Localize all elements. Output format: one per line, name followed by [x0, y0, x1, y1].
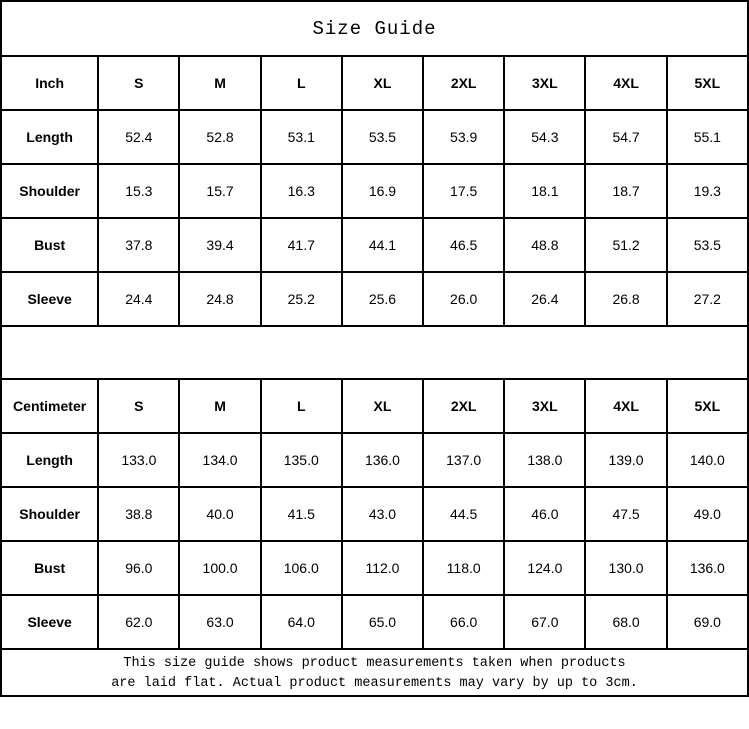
measurement-cell: 138.0 — [504, 433, 585, 487]
measurement-cell: 47.5 — [585, 487, 666, 541]
measurement-cell: 24.8 — [179, 272, 260, 326]
measurement-cell: 53.9 — [423, 110, 504, 164]
measurement-cell: 15.7 — [179, 164, 260, 218]
measurement-cell: 66.0 — [423, 595, 504, 649]
measurement-cell: 137.0 — [423, 433, 504, 487]
measurement-cell: 54.7 — [585, 110, 666, 164]
measurement-cell: 39.4 — [179, 218, 260, 272]
disclaimer-line-1: This size guide shows product measurements taken when products — [123, 655, 626, 671]
measurement-cell: 43.0 — [342, 487, 423, 541]
size-header-cell: XL — [342, 56, 423, 110]
measurement-cell: 26.4 — [504, 272, 585, 326]
size-header-cell: XL — [342, 379, 423, 433]
size-guide-title: Size Guide — [0, 0, 749, 57]
row-label-cell: Sleeve — [1, 272, 98, 326]
table-row — [1, 110, 748, 164]
measurement-cell: 46.0 — [504, 487, 585, 541]
row-label-cell: Length — [1, 433, 98, 487]
table-row — [1, 164, 748, 218]
table-gap-spacer — [0, 327, 749, 378]
measurement-cell: 18.7 — [585, 164, 666, 218]
measurement-cell: 16.9 — [342, 164, 423, 218]
measurement-cell: 53.1 — [261, 110, 342, 164]
measurement-cell: 41.7 — [261, 218, 342, 272]
measurement-cell: 52.8 — [179, 110, 260, 164]
measurement-cell: 41.5 — [261, 487, 342, 541]
measurement-cell: 112.0 — [342, 541, 423, 595]
measurement-cell: 68.0 — [585, 595, 666, 649]
measurement-cell: 24.4 — [98, 272, 179, 326]
measurement-cell: 17.5 — [423, 164, 504, 218]
table-header-row — [1, 56, 748, 110]
measurement-cell: 40.0 — [179, 487, 260, 541]
size-header-cell: S — [98, 379, 179, 433]
measurement-cell: 124.0 — [504, 541, 585, 595]
measurement-cell: 130.0 — [585, 541, 666, 595]
measurement-cell: 53.5 — [342, 110, 423, 164]
table-header-row — [1, 379, 748, 433]
measurement-cell: 15.3 — [98, 164, 179, 218]
measurement-cell: 46.5 — [423, 218, 504, 272]
measurement-cell: 51.2 — [585, 218, 666, 272]
measurement-cell: 55.1 — [667, 110, 748, 164]
measurement-cell: 135.0 — [261, 433, 342, 487]
size-header-cell: 3XL — [504, 56, 585, 110]
measurement-cell: 37.8 — [98, 218, 179, 272]
row-label-cell: Shoulder — [1, 164, 98, 218]
measurement-cell: 27.2 — [667, 272, 748, 326]
measurement-cell: 49.0 — [667, 487, 748, 541]
row-label-cell: Length — [1, 110, 98, 164]
table-row — [1, 487, 748, 541]
size-header-cell: 2XL — [423, 56, 504, 110]
measurement-cell: 44.5 — [423, 487, 504, 541]
row-label-cell: Bust — [1, 218, 98, 272]
measurement-cell: 25.6 — [342, 272, 423, 326]
measurement-cell: 25.2 — [261, 272, 342, 326]
measurement-cell: 44.1 — [342, 218, 423, 272]
inch-size-table — [0, 55, 749, 327]
measurement-cell: 69.0 — [667, 595, 748, 649]
measurement-cell: 38.8 — [98, 487, 179, 541]
size-header-cell: 5XL — [667, 379, 748, 433]
table-row — [1, 595, 748, 649]
measurement-cell: 62.0 — [98, 595, 179, 649]
size-header-cell: L — [261, 379, 342, 433]
unit-header-cell: Inch — [1, 56, 98, 110]
row-label-cell: Shoulder — [1, 487, 98, 541]
size-header-cell: 2XL — [423, 379, 504, 433]
measurement-cell: 136.0 — [342, 433, 423, 487]
size-header-cell: M — [179, 379, 260, 433]
measurement-cell: 54.3 — [504, 110, 585, 164]
measurement-cell: 63.0 — [179, 595, 260, 649]
measurement-cell: 106.0 — [261, 541, 342, 595]
size-header-cell: S — [98, 56, 179, 110]
measurement-cell: 100.0 — [179, 541, 260, 595]
table-row — [1, 433, 748, 487]
measurement-cell: 65.0 — [342, 595, 423, 649]
size-header-cell: M — [179, 56, 260, 110]
measurement-cell: 133.0 — [98, 433, 179, 487]
measurement-cell: 26.8 — [585, 272, 666, 326]
measurement-cell: 134.0 — [179, 433, 260, 487]
row-label-cell: Bust — [1, 541, 98, 595]
measurement-cell: 16.3 — [261, 164, 342, 218]
measurement-cell: 140.0 — [667, 433, 748, 487]
measurement-cell: 118.0 — [423, 541, 504, 595]
measurement-cell: 53.5 — [667, 218, 748, 272]
size-header-cell: 4XL — [585, 379, 666, 433]
row-label-cell: Sleeve — [1, 595, 98, 649]
measurement-cell: 96.0 — [98, 541, 179, 595]
measurement-disclaimer — [0, 648, 749, 697]
measurement-cell: 19.3 — [667, 164, 748, 218]
measurement-cell: 52.4 — [98, 110, 179, 164]
size-header-cell: 5XL — [667, 56, 748, 110]
table-row — [1, 541, 748, 595]
measurement-cell: 18.1 — [504, 164, 585, 218]
measurement-cell: 139.0 — [585, 433, 666, 487]
table-row — [1, 218, 748, 272]
measurement-cell: 48.8 — [504, 218, 585, 272]
table-row — [1, 272, 748, 326]
bottom-whitespace — [0, 697, 749, 707]
size-header-cell: 3XL — [504, 379, 585, 433]
cm-size-table — [0, 378, 749, 650]
size-header-cell: 4XL — [585, 56, 666, 110]
unit-header-cell: Centimeter — [1, 379, 98, 433]
measurement-cell: 67.0 — [504, 595, 585, 649]
disclaimer-line-2: are laid flat. Actual product measurements may vary by up to 3cm. — [111, 675, 638, 691]
measurement-cell: 26.0 — [423, 272, 504, 326]
size-header-cell: L — [261, 56, 342, 110]
measurement-cell: 136.0 — [667, 541, 748, 595]
measurement-cell: 64.0 — [261, 595, 342, 649]
